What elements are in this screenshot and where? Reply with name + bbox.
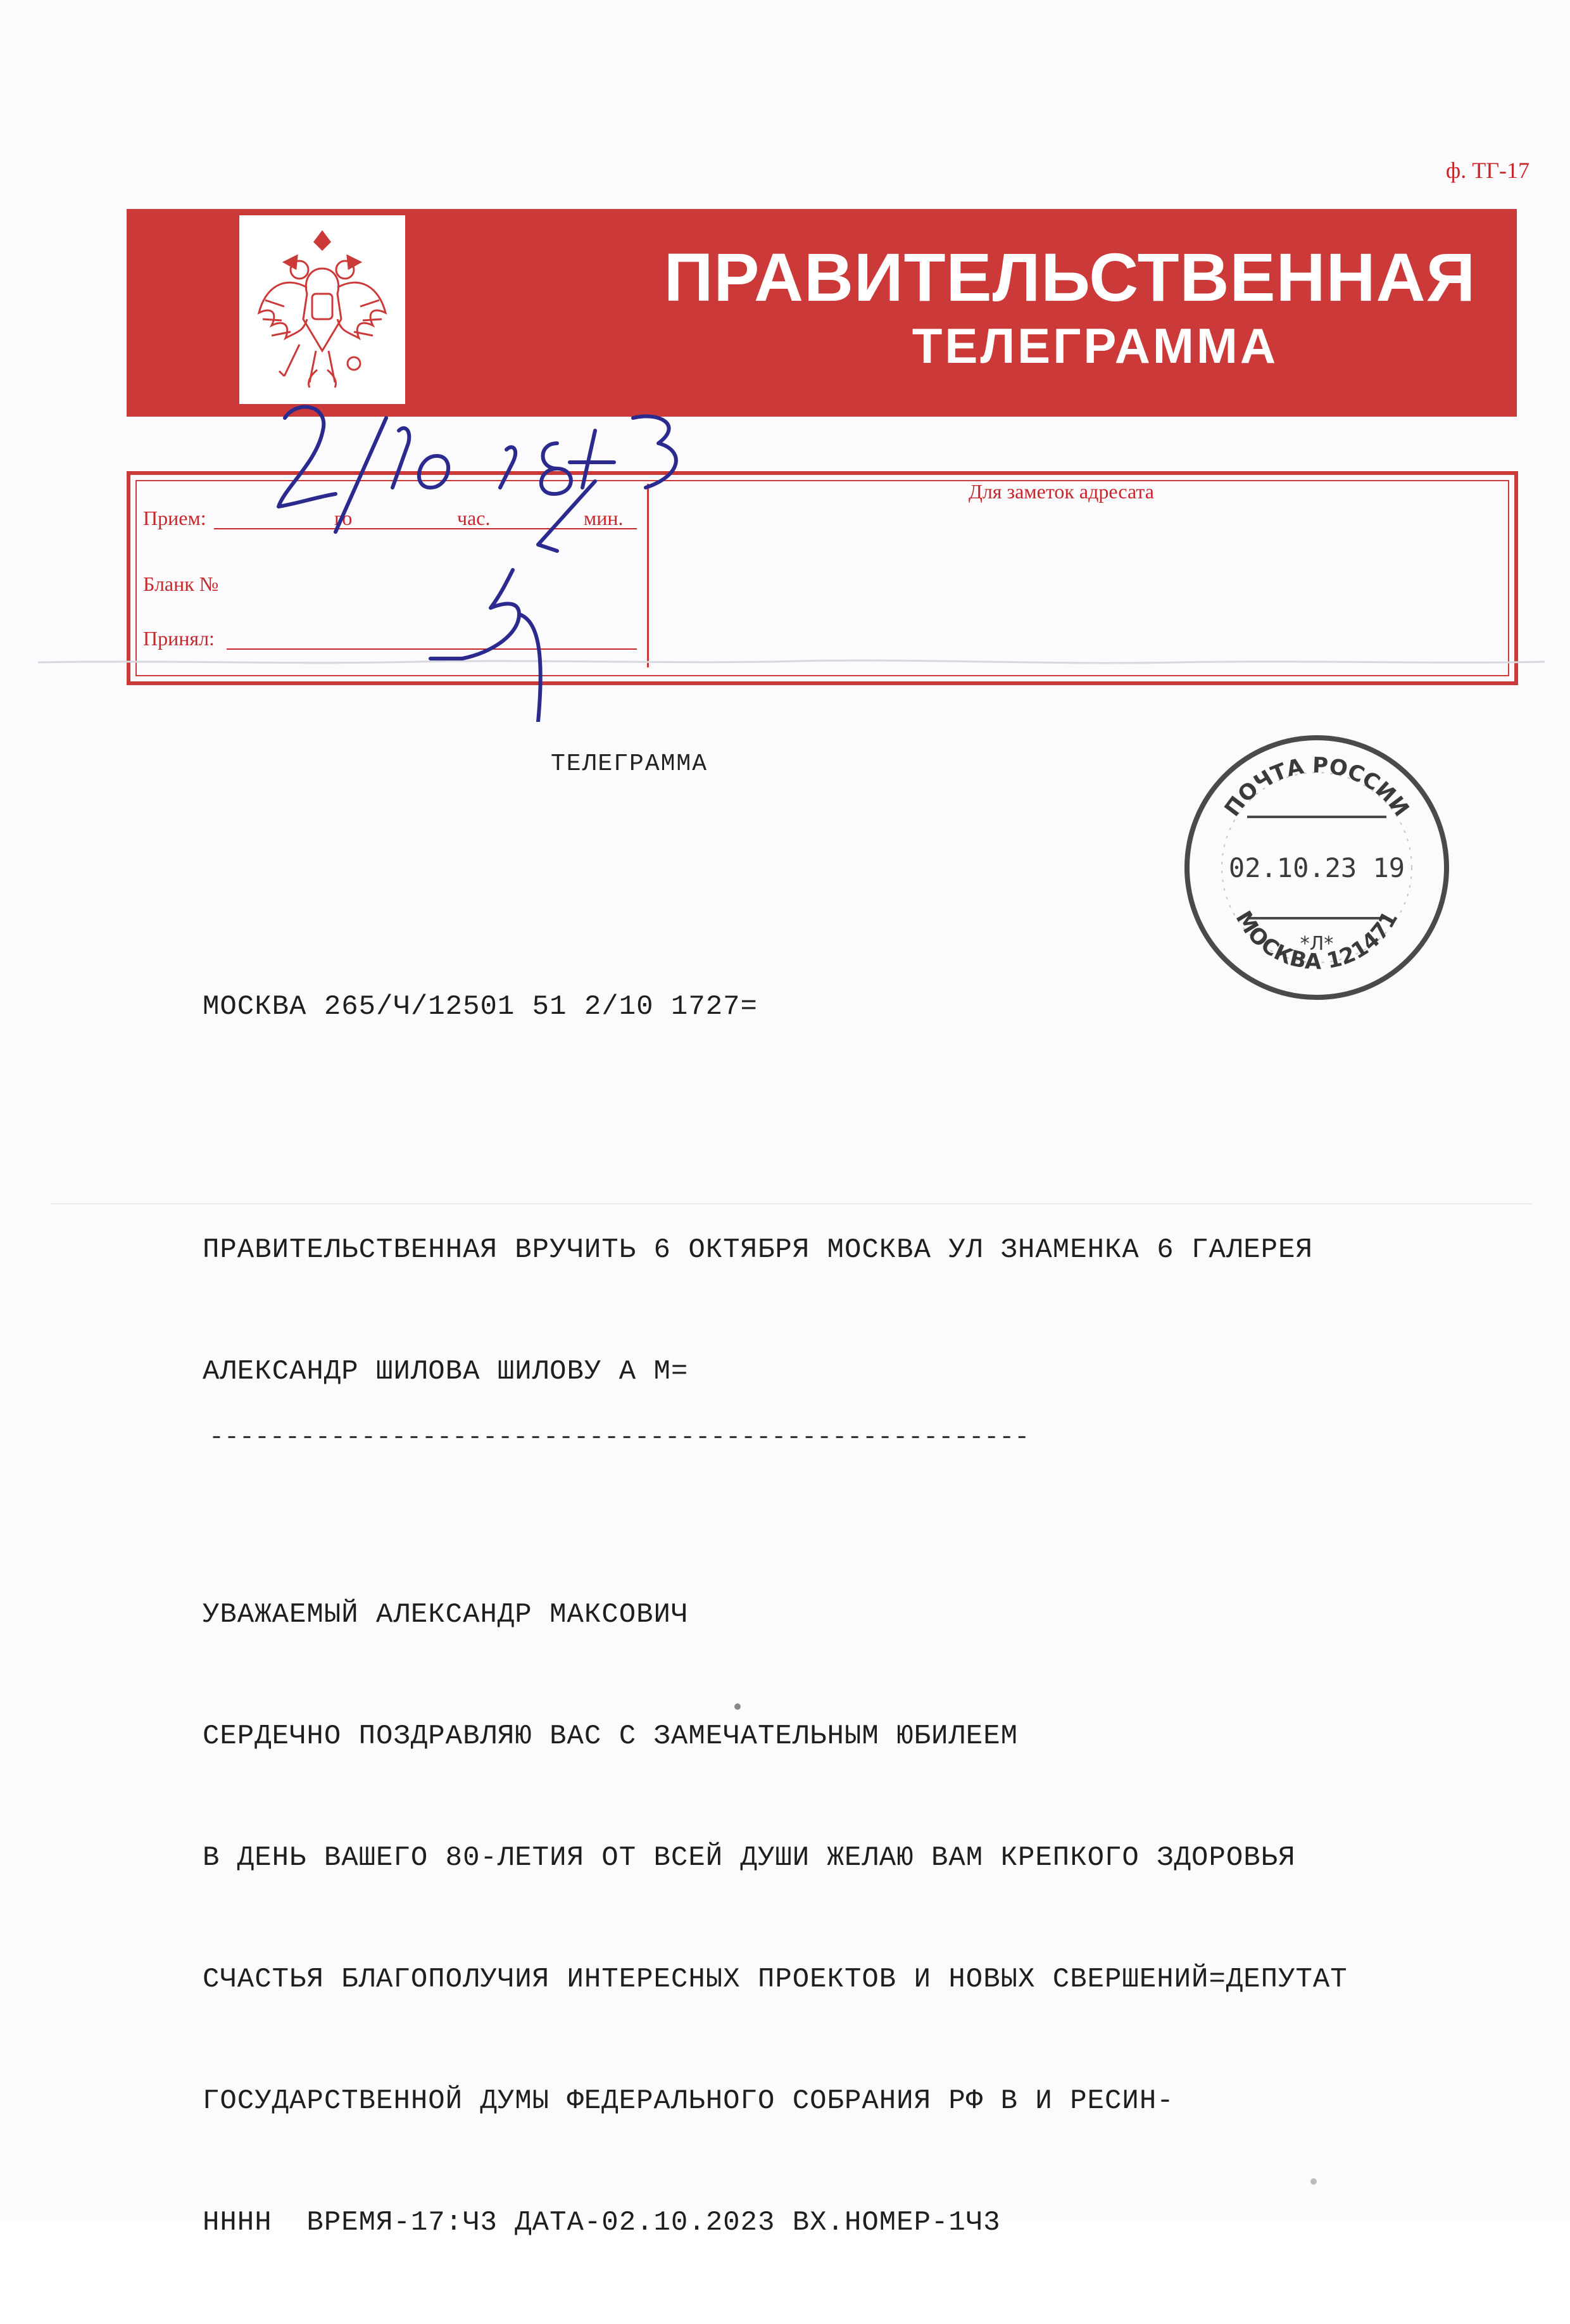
stamp-bottom-text: МОСКВА 121471 xyxy=(1230,906,1404,975)
priem-label: Прием: xyxy=(143,507,206,529)
banner-title-line2: ТЕЛЕГРАММА xyxy=(912,318,1279,374)
stamp-top-text: ПОЧТА РОССИИ xyxy=(1219,752,1414,821)
paper-speck xyxy=(1310,2178,1317,2185)
telegram-line: В ДЕНЬ ВАШЕГО 80-ЛЕТИЯ ОТ ВСЕЙ ДУШИ ЖЕЛАЮ ВАМ КРЕПКОГО ЗДОРОВЬЯ xyxy=(203,1842,1296,1874)
telegram-line xyxy=(203,1108,1348,1149)
coat-of-arms-emblem xyxy=(239,215,405,404)
notes-label: Для заметок адресата xyxy=(969,480,1154,503)
telegram-line: ПРАВИТЕЛЬСТВЕННАЯ ВРУЧИТЬ 6 ОКТЯБРЯ МОСКВА УЛ ЗНАМЕНКА 6 ГАЛЕРЕЯ xyxy=(203,1234,1313,1266)
telegram-line: СЧАСТЬЯ БЛАГОПОЛУЧИЯ ИНТЕРЕСНЫХ ПРОЕКТОВ И НОВЫХ СВЕРШЕНИЙ=ДЕПУТАТ xyxy=(203,1964,1348,1995)
telegram-line xyxy=(203,1473,1348,1513)
telegram-line: ГОСУДАРСТВЕННОЙ ДУМЫ ФЕДЕРАЛЬНОГО СОБРАНИЯ РФ В И РЕСИН- xyxy=(203,2085,1174,2117)
telegram-line: МОСКВА 265/Ч/12501 51 2/10 1727= xyxy=(203,991,758,1023)
chas-label: час. xyxy=(457,507,491,529)
stamp-date: 02.10.23 19 xyxy=(1228,852,1405,883)
telegram-line: УВАЖАЕМЫЙ АЛЕКСАНДР МАКСОВИЧ xyxy=(203,1599,689,1631)
go-label: го xyxy=(334,507,353,529)
separator-line: ------------------------------------------------------ xyxy=(209,1424,1030,1452)
banner-title-line1: ПРАВИТЕЛЬСТВЕННАЯ xyxy=(663,239,1476,315)
double-headed-eagle-icon xyxy=(246,224,398,395)
telegram-body xyxy=(203,906,1348,2324)
telegram-line: АЛЕКСАНДР ШИЛОВА ШИЛОВУ А М= xyxy=(203,1356,689,1387)
blank-number-label: Бланк № xyxy=(143,572,219,595)
min-label: мин. xyxy=(584,507,624,529)
telegram-line: НННН ВРЕМЯ-17:Ч3 ДАТА-02.10.2023 ВХ.НОМЕР-1Ч3 xyxy=(203,2207,1001,2239)
telegram-heading: ТЕЛЕГРАММА xyxy=(551,750,708,778)
stamp-mid-text: *Л* xyxy=(1300,933,1334,955)
form-code: ф. ТГ-17 xyxy=(1445,158,1529,183)
banner-title xyxy=(658,239,1481,376)
prinyal-label: Принял: xyxy=(143,627,215,650)
fold-crease xyxy=(51,1203,1532,1204)
paper-speck xyxy=(734,1703,741,1710)
telegram-line: СЕРДЕЧНО ПОЗДРАВЛЯЮ ВАС С ЗАМЕЧАТЕЛЬНЫМ ЮБИЛЕЕМ xyxy=(203,1721,1019,1752)
handwritten-reception-note xyxy=(241,393,722,722)
